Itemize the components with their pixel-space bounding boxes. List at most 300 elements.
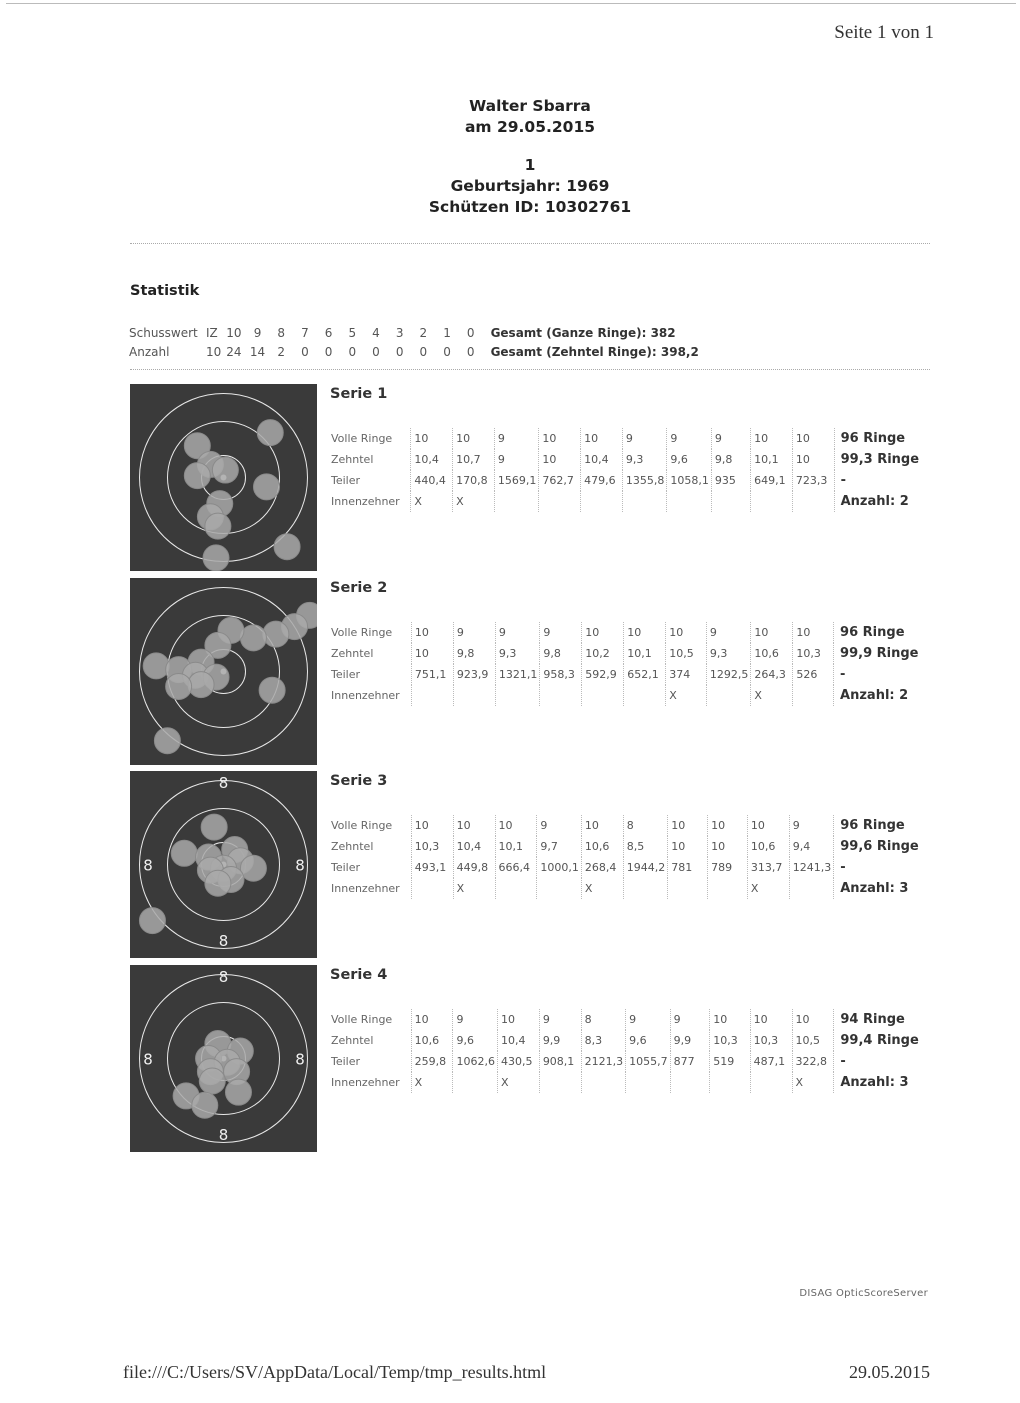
shot-value: 10 [751,622,793,643]
stat-column-header: 5 [348,326,357,340]
shot-value: 479,6 [581,470,623,491]
shot-value: 10 [710,1009,750,1030]
shot-value [582,685,624,706]
shooter-number: 1 [524,156,536,174]
shot-value: 10 [453,428,495,449]
stat-count: 0 [348,345,357,359]
target-face [130,578,317,765]
shot-value: X [792,1072,834,1093]
shot-value: 259,8 [411,1051,453,1072]
statistics-count-row [129,344,699,363]
innenzehner-row [331,491,930,512]
shot-value: 908,1 [539,1051,581,1072]
series-title: Serie 3 [330,773,388,789]
shot-value: 10 [411,815,453,836]
shot-value: 9,8 [540,643,582,664]
shot-value: 10 [539,449,581,470]
ring-number-label: 8 [295,1050,305,1069]
statistics-value-row [129,325,699,344]
shot-value: X [453,491,495,512]
series-summary: - [834,664,930,685]
series-block [130,384,930,572]
series-summary: Anzahl: 2 [834,685,930,706]
stat-count: 0 [419,345,428,359]
volle-ringe-row [331,428,930,449]
shot-value: 958,3 [540,664,582,685]
row-label: Innenzehner [331,881,400,895]
shot-value: 9 [626,1009,671,1030]
shot-value: 1000,1 [537,857,582,878]
series-shots-table [331,622,930,706]
shot-value: 10 [582,622,624,643]
row-label: Zehntel [331,1033,374,1047]
shot-value: 781 [668,857,708,878]
shot-hole [192,1092,218,1118]
footer-print-date: 29.05.2015 [849,1362,930,1382]
stat-count: 0 [466,345,475,359]
shot-value: 10,5 [792,1030,834,1051]
shot-value: 264,3 [751,664,793,685]
shot-value: 10 [750,1009,792,1030]
shot-value: 268,4 [581,857,623,878]
shot-value: 9,6 [667,449,712,470]
shot-value: 374 [666,664,707,685]
shot-value [626,1072,671,1093]
shot-value: 649,1 [751,470,793,491]
shot-value [411,685,453,706]
stat-column-header: 2 [419,326,428,340]
shot-value: 9,8 [453,643,495,664]
shot-value: X [497,1072,539,1093]
shot-value: 1241,3 [789,857,834,878]
row-label: Zehntel [331,839,374,853]
shot-value: 10 [411,643,453,664]
series-summary: Anzahl: 2 [834,491,930,512]
shot-value: 10,1 [751,449,793,470]
shot-value: 440,4 [411,470,453,491]
shot-value: 923,9 [453,664,495,685]
shot-hole [143,653,169,679]
teiler-row [331,1051,930,1072]
shot-value: 9,4 [789,836,834,857]
shooter-name: Walter Sbarra [469,97,591,115]
shot-hole [254,474,280,500]
shot-value: 10,7 [453,449,495,470]
shot-value: 9,3 [706,643,751,664]
ring-number-label: 8 [218,1126,229,1144]
series-shots-table [331,428,930,512]
innenzehner-row [331,1072,930,1093]
shot-value: 9 [667,428,712,449]
target-image [130,771,317,958]
shot-value: 751,1 [411,664,453,685]
shot-value [706,685,751,706]
series-summary: 96 Ringe [834,622,930,643]
series-block [130,578,930,766]
volle-ringe-row [331,1009,930,1030]
statistics-title: Statistik [130,283,200,299]
shot-value: 10,4 [581,449,623,470]
shot-value: 1062,6 [453,1051,498,1072]
shot-value: X [581,878,623,899]
shot-value: 652,1 [624,664,666,685]
shot-value: 2121,3 [581,1051,626,1072]
shot-hole [171,840,197,866]
shot-value: 10 [747,815,789,836]
shot-value: 10,5 [666,643,707,664]
shot-value: 10 [792,428,834,449]
ring-number-label: 8 [143,856,153,875]
shot-value: 1292,5 [706,664,751,685]
target-face [130,771,317,958]
stat-count: 0 [395,345,404,359]
row-label: Teiler [331,667,361,681]
shot-value: X [666,685,707,706]
series-shots-table [331,1009,930,1093]
shot-value [708,878,748,899]
shot-value: 170,8 [453,470,495,491]
row-label: Zehntel [331,452,374,466]
shot-value: 9 [789,815,834,836]
shot-value: 1058,1 [667,470,712,491]
shooter-id: Schützen ID: 10302761 [428,198,632,216]
row-label: Volle Ringe [331,1012,393,1026]
series-summary: 99,3 Ringe [834,449,930,470]
ring-number-label: 8 [295,856,305,875]
shot-value: 9 [453,622,495,643]
stat-count: 0 [372,345,380,359]
shooter-details [0,155,1020,218]
shooter-header [0,96,1020,138]
row-label: Volle Ringe [331,818,393,832]
series-summary: Anzahl: 3 [834,1072,930,1093]
shot-hole [199,1068,225,1094]
shot-value: 493,1 [411,857,453,878]
row-label: Zehntel [331,646,374,660]
teiler-row [331,664,930,685]
shot-value: 723,3 [792,470,834,491]
shot-value: 9,3 [495,643,540,664]
shot-value: 10,6 [751,643,793,664]
shot-value [624,685,666,706]
shot-hole [166,673,192,699]
target-image [130,384,317,571]
row-label: Innenzehner [331,688,400,702]
shot-value: 526 [793,664,834,685]
innenzehner-row [331,685,930,706]
shot-hole [203,545,229,571]
row-label: Volle Ringe [331,431,393,445]
shot-hole [263,621,289,647]
shot-value: 1321,1 [495,664,540,685]
ring-number-label: 8 [218,968,229,986]
series-title: Serie 1 [330,386,388,402]
shot-value: 666,4 [495,857,537,878]
total-tenth-rings: Gesamt (Zehntel Ringe): 398,2 [490,345,699,359]
stat-column-header: 7 [301,326,309,340]
shot-value [668,878,708,899]
series-title: Serie 2 [330,580,388,596]
shot-value [539,491,581,512]
shot-value: 789 [708,857,748,878]
shot-value [453,1072,498,1093]
ring-number-label: 8 [218,932,229,950]
shot-value: 10,6 [411,1030,453,1051]
shot-value [750,1072,792,1093]
shot-value: 322,8 [792,1051,834,1072]
series-summary: Anzahl: 3 [834,878,930,899]
row-label: Teiler [331,860,361,874]
shot-value [581,491,623,512]
target-face [130,965,317,1152]
innenzehner-row [331,878,930,899]
stat-count: 0 [301,345,309,359]
shot-value: 10 [708,836,748,857]
shot-value: 877 [670,1051,710,1072]
page-number: Seite 1 von 1 [834,22,934,43]
shot-value: 10 [668,815,708,836]
shot-hole [205,513,231,539]
shot-value [711,491,750,512]
shot-value: 8 [623,815,668,836]
shot-value: 10 [411,1009,453,1030]
shot-value: 9 [540,622,582,643]
zehntel-row [331,643,930,664]
shot-value: 8 [581,1009,626,1030]
shot-value [411,878,453,899]
shot-hole [205,870,231,896]
shot-value [537,878,582,899]
shot-hole [139,908,165,934]
series-summary: 99,4 Ringe [834,1030,930,1051]
shot-value [495,878,537,899]
shot-value: X [411,491,453,512]
shot-value: 9,6 [626,1030,671,1051]
shot-value: 9 [622,428,667,449]
shot-value: 9,9 [539,1030,581,1051]
shot-value: X [751,685,793,706]
stat-count: 14 [249,345,266,359]
series-summary: - [834,1051,930,1072]
shot-value: 10 [411,622,453,643]
ring-number-label: 8 [143,1050,153,1069]
row-label: Innenzehner [331,1075,400,1089]
shot-value: 449,8 [453,857,495,878]
volle-ringe-row [331,815,930,836]
stat-count: 2 [277,345,286,359]
statistics-table [129,325,699,363]
stat-column-header: 10 [226,326,242,340]
row-label: Innenzehner [331,494,400,508]
shot-value: 9 [494,449,539,470]
shot-value: 10 [497,1009,539,1030]
shot-value: 10 [495,815,537,836]
shot-value: 10,3 [710,1030,750,1051]
shot-hole [184,463,210,489]
series-shots-table [331,815,930,899]
shot-value: 9 [537,815,582,836]
row-label: Volle Ringe [331,625,393,639]
zehntel-row [331,836,930,857]
shot-value: 10 [624,622,666,643]
shot-value: 10,2 [582,643,624,664]
shot-value: 592,9 [582,664,624,685]
shot-value: 10 [453,815,495,836]
footer-file-path: file:///C:/Users/SV/AppData/Local/Temp/tmp_results.html [123,1362,547,1382]
series-title: Serie 4 [330,967,388,983]
series-block [130,771,930,959]
shot-value [623,878,668,899]
shot-hole [201,814,227,840]
stat-column-header: 9 [253,326,262,340]
shot-value: 9 [711,428,750,449]
shot-value: 10,1 [495,836,537,857]
shot-value: 10 [792,1009,834,1030]
shot-value: 762,7 [539,470,581,491]
shot-hole [257,420,283,446]
shot-value: 10 [666,622,707,643]
shot-value [670,1072,710,1093]
target-image [130,965,317,1152]
stat-count: 0 [324,345,333,359]
shot-value: 10,3 [793,643,834,664]
shot-value [710,1072,750,1093]
series-block [130,965,930,1153]
shot-hole [240,855,266,881]
shot-value [453,685,495,706]
zehntel-row [331,449,930,470]
shot-value: 10,6 [747,836,789,857]
volle-ringe-row [331,622,930,643]
shot-value: 1569,1 [494,470,539,491]
shot-value: 10,6 [581,836,623,857]
stat-column-header: 3 [395,326,404,340]
shot-hole [225,1079,251,1105]
stat-count: 0 [443,345,451,359]
shot-value: 935 [711,470,750,491]
stat-column-header: 4 [372,326,380,340]
shot-hole [274,534,300,560]
shot-value: 9 [706,622,751,643]
shot-value: 1944,2 [623,857,668,878]
shot-value: 8,3 [581,1030,626,1051]
shot-value: 1055,7 [626,1051,671,1072]
series-summary: 96 Ringe [834,428,930,449]
series-summary: - [834,470,930,491]
target-face [130,384,317,571]
row-label: Teiler [331,473,361,487]
shot-value: 9 [670,1009,710,1030]
shot-value: X [411,1072,453,1093]
footer-brand: DISAG OpticScoreServer [799,1288,928,1299]
teiler-row [331,857,930,878]
shot-value: 9,8 [711,449,750,470]
shot-value: 9,7 [537,836,582,857]
shot-value [540,685,582,706]
shot-value: 10 [539,428,581,449]
shot-value [539,1072,581,1093]
shot-value [751,491,793,512]
stat-column-header: 1 [443,326,451,340]
shot-value: 10,3 [750,1030,792,1051]
ring-number-label: 8 [218,774,229,792]
shot-hole [154,728,180,754]
shot-value: 10,4 [497,1030,539,1051]
series-summary: 96 Ringe [834,815,930,836]
shot-value: 10 [792,449,834,470]
shot-value: 9 [494,428,539,449]
shot-value [793,685,834,706]
competition-date: am 29.05.2015 [464,118,596,136]
stat-column-header: IZ [206,326,218,340]
shot-value: 9 [453,1009,498,1030]
page-border-line [6,3,1016,4]
shot-hole [259,677,285,703]
shot-value: 9 [495,622,540,643]
shot-value: 10 [793,622,834,643]
stat-count: 10 [206,345,222,359]
statistics-divider [130,369,930,370]
shot-hole [212,457,238,483]
shot-value [495,685,540,706]
stat-column-header: 0 [466,326,475,340]
stat-column-header: 6 [324,326,333,340]
shot-value: 8,5 [623,836,668,857]
shot-value: 9,6 [453,1030,498,1051]
count-label: Anzahl [129,345,170,359]
target-image [130,578,317,765]
shot-value: 10,4 [453,836,495,857]
shot-value: 10 [581,815,623,836]
shot-value: 430,5 [497,1051,539,1072]
stat-count: 24 [226,345,242,359]
shot-value: 9,9 [670,1030,710,1051]
value-label: Schusswert [129,326,198,340]
series-summary: - [834,857,930,878]
stat-column-header: 8 [277,326,286,340]
shot-value [789,878,834,899]
shot-value [581,1072,626,1093]
shot-value: 9,3 [622,449,667,470]
shot-value: 519 [710,1051,750,1072]
shot-value: X [747,878,789,899]
shot-value: 10 [668,836,708,857]
zehntel-row [331,1030,930,1051]
shot-value: 487,1 [750,1051,792,1072]
total-whole-rings: Gesamt (Ganze Ringe): 382 [490,326,676,340]
row-label: Teiler [331,1054,361,1068]
shot-value [667,491,712,512]
shot-value: 10 [581,428,623,449]
shot-value [792,491,834,512]
series-summary: 94 Ringe [834,1009,930,1030]
shot-value: 10,4 [411,449,453,470]
shot-value: 10 [708,815,748,836]
shot-value: X [453,878,495,899]
shot-value: 313,7 [747,857,789,878]
header-divider [130,243,930,244]
teiler-row [331,470,930,491]
shot-value: 10 [411,428,453,449]
shot-value: 10,1 [624,643,666,664]
shot-value [494,491,539,512]
shot-value: 10 [751,428,793,449]
shot-value [622,491,667,512]
shot-value: 10,3 [411,836,453,857]
birth-year: Geburtsjahr: 1969 [450,177,610,195]
series-summary: 99,6 Ringe [834,836,930,857]
shot-value: 9 [539,1009,581,1030]
